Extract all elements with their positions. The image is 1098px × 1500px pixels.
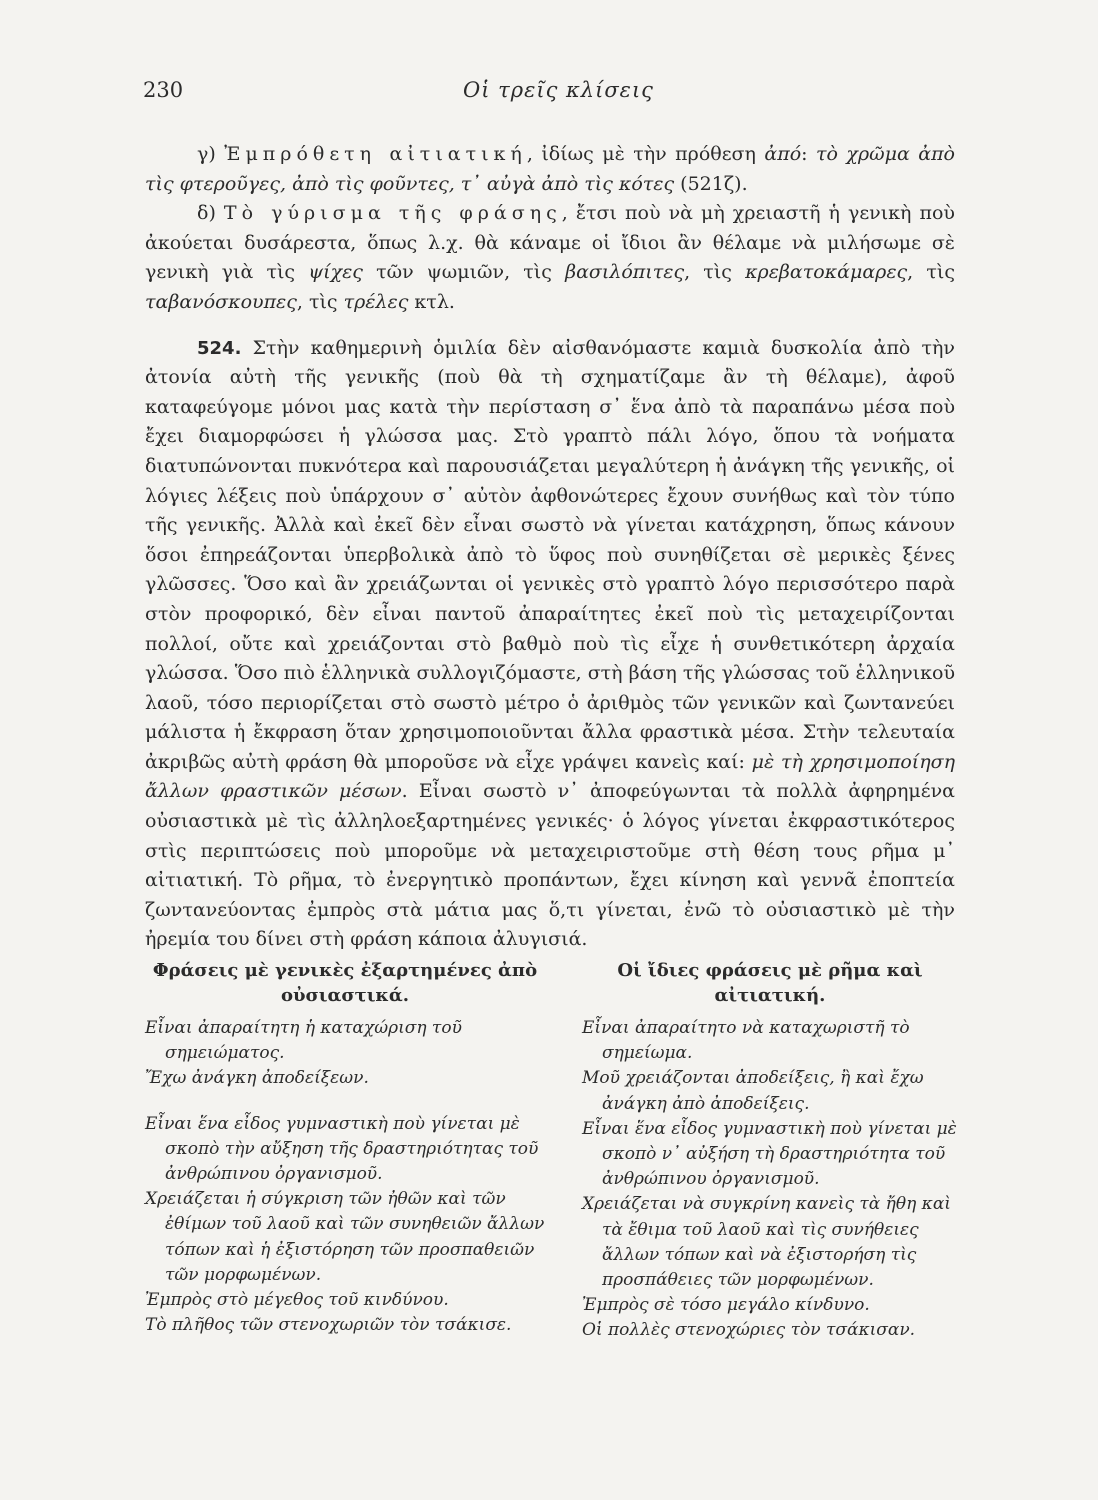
list-item: Εἶναι ἕνα εἶδος γυμναστικὴ ποὺ γίνεται μὲ σκοπὸ τὴν αὔξηση τῆς δραστηριότητας τοῦ ἀνθρώπινου ὀργανισμοῦ.	[145, 1113, 539, 1185]
list-item: Ἐμπρὸς στὸ μέγεθος τοῦ κινδύνου.	[145, 1290, 449, 1311]
main-text	[145, 140, 955, 955]
right-column	[582, 958, 958, 1344]
right-column-entries	[582, 1016, 958, 1344]
left-column-heading: Φράσεις μὲ γενικὲς ἐξαρτημένες ἀπὸ οὐσιαστικά.	[152, 960, 538, 1006]
paragraph-gamma: γ) Ἐμπρόθετη αἰτιατική, ἰδίως μὲ τὴν πρόθεση ἀπό: τὸ χρῶμα ἀπὸ τὶς φτεροῦγες, ἀπὸ τὶς φοῦντες, τ᾽ αὐγὰ ἀπὸ τὶς κότες (521ζ).	[145, 143, 955, 195]
paragraph-524: 524. Στὴν καθημερινὴ ὁμιλία δὲν αἰσθανόμαστε καμιὰ δυσκολία ἀπὸ τὴν ἀτονία αὐτὴ τῆς γενικῆς (ποὺ θὰ τὴ σχηματίζαμε ἂν τὴ θέλαμε), ἀφοῦ καταφεύγομε μόνοι μας κατὰ τὴν περίσταση σ᾽ ἕνα ἀπὸ τὰ παραπάνω μέσα ποὺ ἔχει διαμορφώσει ἡ γλώσσα μας. Στὸ γραπτὸ πάλι λόγο, ὅπου τὰ νοήματα διατυπώνονται πυκνότερα καὶ παρουσιάζεται μεγαλύτερη ἡ ἀνάγκη τῆς γενικῆς, οἱ λόγιες λέξεις ποὺ ὑπάρχουν σ᾽ αὐτὸν ἀφθονώτερες ἔχουν συνήθως καὶ τὸν τύπο τῆς γενικῆς. Ἀλλὰ καὶ ἐκεῖ δὲν εἶναι σωστὸ νὰ γίνεται κατάχρηση, ὅπως κάνουν ὅσοι ἐπηρεάζονται ὑπερβολικὰ ἀπὸ τὸ ὕφος ποὺ συνηθίζεται σὲ μερικὲς ξένες γλῶσσες. Ὅσο καὶ ἂν χρειάζωνται οἱ γενικὲς στὸ γραπτὸ λόγο περισσότερο παρὰ στὸν προφορικό, δὲν εἶναι παντοῦ ἀπαραίτητες ἐκεῖ ποὺ τὶς μεταχειρίζονται πολλοί, οὔτε καὶ χρειάζονται στὸ βαθμὸ ποὺ τὶς εἶχε ἡ συνθετικότερη ἀρχαία γλώσσα. Ὅσο πιὸ ἑλληνικὰ συλλογιζόμαστε, στὴ βάση τῆς γλώσσας τοῦ ἑλληνικοῦ λαοῦ, τόσο περιορίζεται στὸ σωστὸ μέτρο ὁ ἀριθμὸς τῶν γενικῶν καὶ ζωντανεύει μάλιστα ἡ ἔκφραση ὅταν χρησιμοποιοῦνται ἄλλα φραστικὰ μέσα. Στὴν τελευταία ἀκριβῶς αὐτὴ φράση θὰ μποροῦσε νὰ εἶχε γράψει κανεὶς καί: μὲ τὴ χρησιμοποίηση ἄλλων φραστικῶν μέσων. Εἶναι σωστὸ ν᾽ ἀποφεύγωνται τὰ πολλὰ ἀφηρημένα οὐσιαστικὰ μὲ τὶς ἀλληλοεξαρτημένες γενικές· ὁ λόγος γίνεται ἐκφραστικότερος στὶς περιπτώσεις ποὺ μποροῦμε νὰ μεταχειριστοῦμε στὴ θέση τους ρῆμα μ᾽ αἰτιατική. Τὸ ρῆμα, τὸ ἐνεργητικὸ προπάντων, ἔχει κίνηση καὶ γεννᾶ ἐποπτεία ζωντανεύοντας ἐμπρὸς στὰ μάτια μας ὅ,τι γίνεται, ἐνῶ τὸ οὐσιαστικὸ μὲ τὴν ἠρεμία του δίνει στὴ φράση κάποια ἀλυγισιά.	[145, 336, 955, 951]
term-prepositional-accusative: Ἐμπρόθετη αἰτιατική	[224, 143, 527, 165]
left-column-entries	[145, 1016, 545, 1338]
list-item: Ἔχω ἀνάγκη ἀποδείξεων.	[145, 1068, 369, 1089]
list-item: Χρειάζεται ἡ σύγκριση τῶν ἠθῶν καὶ τῶν ἐθίμων τοῦ λαοῦ καὶ τῶν συνηθειῶν ἄλλων τόπων καὶ ἡ ἐξιστόρηση τῶν προσπαθειῶν τῶν μορφωμένων.	[145, 1189, 545, 1285]
list-item: Τὸ πλῆθος τῶν στενοχωριῶν τὸν τσάκισε.	[145, 1315, 512, 1336]
page-header	[143, 78, 973, 112]
list-item: Μοῦ χρειάζονται ἀποδείξεις, ἢ καὶ ἔχω ἀνάγκη ἀπὸ ἀποδείξεις.	[582, 1068, 924, 1114]
list-item: Οἱ πολλὲς στενοχώριες τὸν τσάκισαν.	[582, 1320, 916, 1341]
left-column	[145, 958, 545, 1338]
term-phrase-turn: Τὸ γύρισμα τῆς φράσης	[223, 202, 562, 225]
list-item: Εἶναι ἀπαραίτητο νὰ καταχωριστῆ τὸ σημείωμα.	[582, 1018, 910, 1064]
paragraph-delta: δ) Τὸ γύρισμα τῆς φράσης, ἔτσι ποὺ νὰ μὴ χρειαστῆ ἡ γενικὴ ποὺ ἀκούεται δυσάρεστα, ὅπως λ.χ. θὰ κάναμε οἱ ἴδιοι ἂν θέλαμε νὰ μιλήσωμε σὲ γενικὴ γιὰ τὶς ψίχες τῶν ψωμιῶν, τὶς βασιλόπιτες, τὶς κρεβατοκάμαρες, τὶς ταβανόσκουπες, τὶς τρέλες κτλ.	[145, 202, 955, 313]
page-number: 230	[143, 78, 184, 102]
section-number: 524.	[197, 337, 242, 359]
list-item: Εἶναι ἕνα εἶδος γυμναστικὴ ποὺ γίνεται μὲ σκοπὸ ν᾽ αὐξήση τὴ δραστηριότητα τοῦ ἀνθρώπινου ὀργανισμοῦ.	[582, 1118, 957, 1190]
list-item: Χρειάζεται νὰ συγκρίνη κανεὶς τὰ ἤθη καὶ τὰ ἔθιμα τοῦ λαοῦ καὶ τὶς συνήθειες ἄλλων τόπων καὶ νὰ ἐξιστορήση τὶς προσπάθειες τῶν μορφωμένων.	[582, 1194, 951, 1291]
right-column-heading: Οἱ ἴδιες φράσεις μὲ ρῆμα καὶ αἰτιατική.	[617, 960, 923, 1006]
list-item: Εἶναι ἀπαραίτητη ἡ καταχώριση τοῦ σημειώματος.	[145, 1018, 462, 1064]
list-item: Ἐμπρὸς σὲ τόσο μεγάλο κίνδυνο.	[582, 1295, 870, 1316]
running-title: Οἱ τρεῖς κλίσεις	[463, 78, 654, 102]
